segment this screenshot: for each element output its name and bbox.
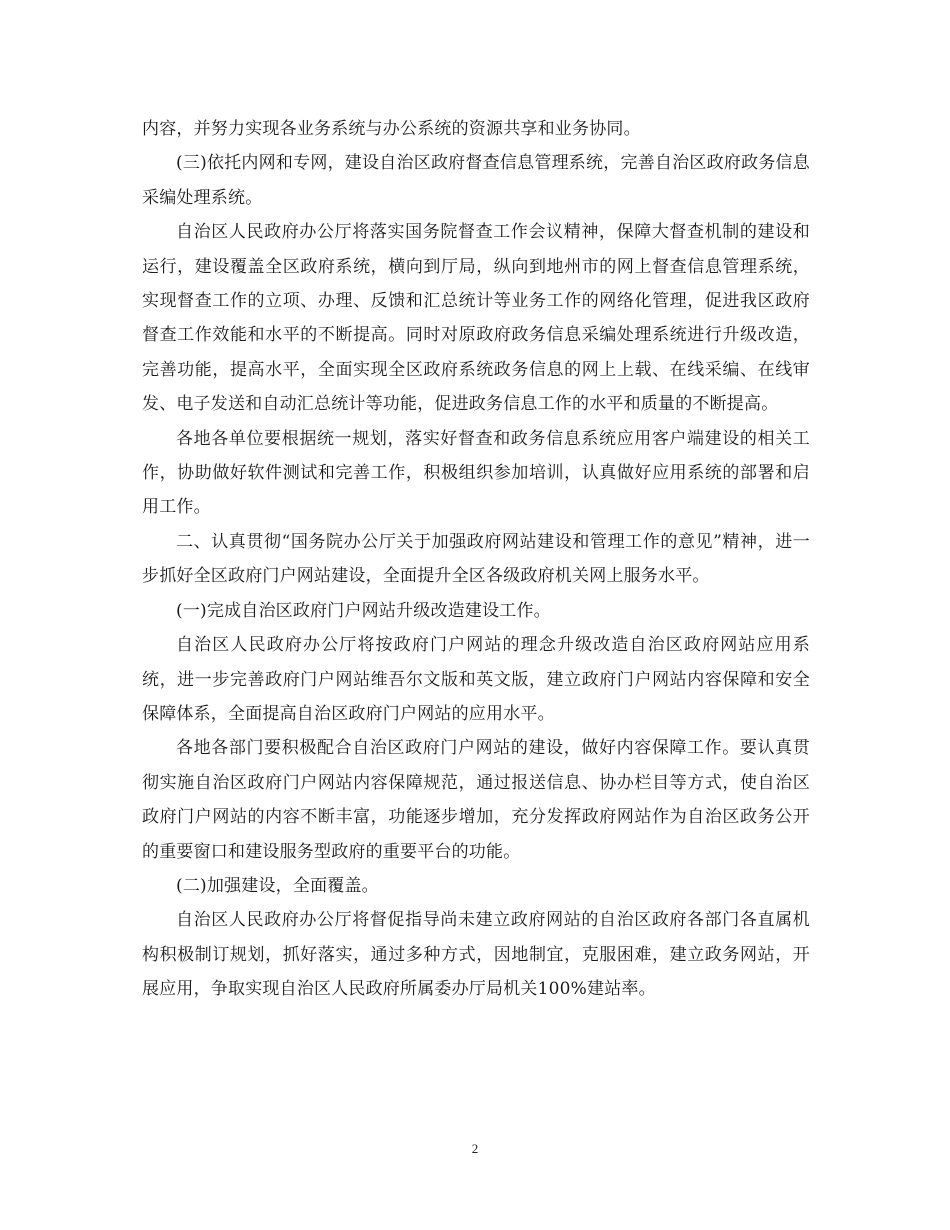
paragraph-portal-upgrade: 自治区人民政府办公厅将按政府门户网站的理念升级改造自治区政府网站应用系统，进一步完善政府门户网站维吾尔文版和英文版，建立政府门户网站内容保障和安全保障体系，全面提高自治区政府门户网站的应用水平。 [142, 635, 810, 724]
paragraph-section-2-heading: (二)加强建设，全面覆盖。 [176, 875, 379, 896]
paragraph-units-planning: 各地各单位要根据统一规划，落实好督查和政务信息系统应用客户端建设的相关工作，协助做好软件测试和完善工作，积极组织参加培训，认真做好应用系统的部署和启用工作。 [142, 428, 810, 518]
paragraph-supervision-system: 自治区人民政府办公厅将落实国务院督查工作会议精神，保障大督查机制的建设和运行，建设覆盖全区政府系统，横向到厅局，纵向到地州市的网上督查信息管理系统，实现督查工作的立项、办理、反馈和汇总统计等业务工作的网络化管理，促进我区政府督查工作效能和水平的不断提高。同时对原政府政务信息采编处理系统进行升级改造，完善功能，提高水平，全面实现全区政府系统政务信息的网上上载、在线采编、在线审发、电子发送和自动汇总统计等功能，促进政务信息工作的水平和质量的不断提高。 [142, 222, 810, 415]
document-body [142, 112, 810, 1007]
paragraph-section-1-heading: (一)完成自治区政府门户网站升级改造建设工作。 [176, 600, 551, 621]
paragraph-section-3-heading: (三)依托内网和专网，建设自治区政府督查信息管理系统，完善自治区政府政务信息采编处理系统。 [142, 153, 810, 208]
paragraph-part-2-heading: 二、认真贯彻“国务院办公厅关于加强政府网站建设和管理工作的意见”精神，进一步抓好全区政府门户网站建设，全面提升全区各级政府机关网上服务水平。 [142, 531, 810, 587]
page-number: 2 [471, 1141, 479, 1156]
paragraph-content-support: 各地各部门要积极配合自治区政府门户网站的建设，做好内容保障工作。要认真贯彻实施自治区政府门户网站内容保障规范，通过报送信息、协办栏目等方式，使自治区政府门户网站的内容不断丰富，功能逐步增加，充分发挥政府网站作为自治区政务公开的重要窗口和建设服务型政府的重要平台的功能。 [142, 738, 810, 862]
paragraph-continuation: 内容，并努力实现各业务系统与办公系统的资源共享和业务协同。 [142, 119, 641, 139]
paragraph-full-coverage: 自治区人民政府办公厅将督促指导尚未建立政府网站的自治区政府各部门各直属机构积极制订规划，抓好落实，通过多种方式，因地制宜，克服困难，建立政务网站，开展应用，争取实现自治区人民政府所属委办厅局机关100%建站率。 [142, 910, 810, 1000]
